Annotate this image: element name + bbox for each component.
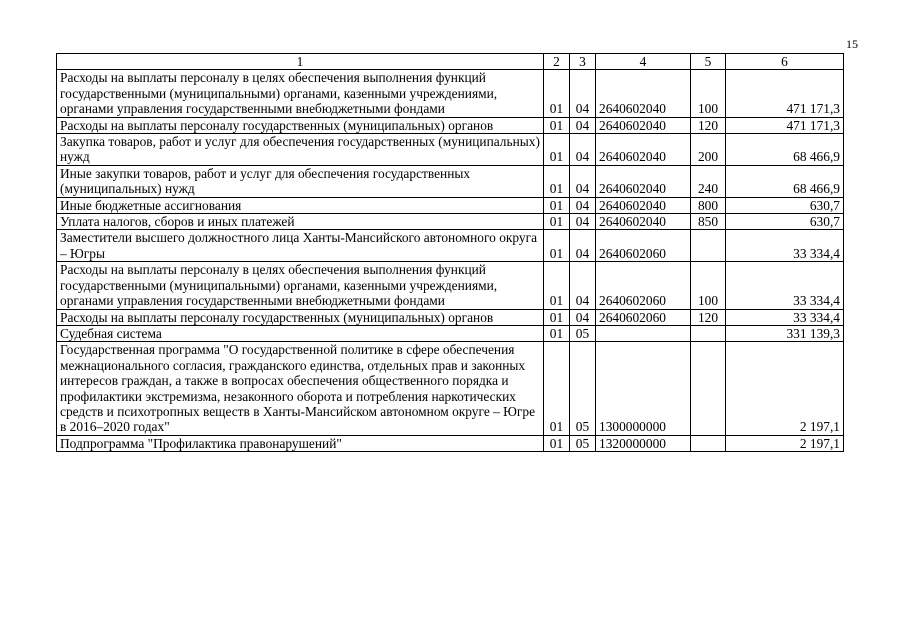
row-target-article-cell: 2640602040	[596, 197, 691, 213]
table-row	[57, 214, 844, 230]
header-col-3: 3	[570, 54, 596, 70]
table-row	[57, 342, 844, 435]
row-subsection-cell: 04	[570, 134, 596, 166]
row-subsection-cell: 05	[570, 435, 596, 451]
row-subsection-cell: 05	[570, 342, 596, 435]
row-subsection-cell: 04	[570, 165, 596, 197]
row-target-article-cell: 2640602040	[596, 214, 691, 230]
row-amount-cell: 2 197,1	[726, 435, 844, 451]
row-name-cell: Подпрограмма "Профилактика правонарушений"	[57, 435, 544, 451]
row-subsection-cell: 04	[570, 70, 596, 117]
row-amount-cell: 33 334,4	[726, 262, 844, 309]
row-amount-cell: 331 139,3	[726, 325, 844, 341]
row-section-cell: 01	[544, 117, 570, 133]
row-amount-cell: 471 171,3	[726, 117, 844, 133]
row-expense-type-cell	[691, 230, 726, 262]
row-expense-type-cell: 100	[691, 262, 726, 309]
row-target-article-cell: 2640602040	[596, 134, 691, 166]
row-name-cell: Заместители высшего должностного лица Ханты-Мансийского автономного округа – Югры	[57, 230, 544, 262]
page-number: 15	[846, 37, 858, 51]
row-expense-type-cell: 120	[691, 309, 726, 325]
row-target-article-cell: 1320000000	[596, 435, 691, 451]
table-row	[57, 165, 844, 197]
row-expense-type-cell	[691, 325, 726, 341]
row-name-cell: Судебная система	[57, 325, 544, 341]
row-subsection-cell: 04	[570, 230, 596, 262]
row-subsection-cell: 04	[570, 197, 596, 213]
row-name-cell: Иные бюджетные ассигнования	[57, 197, 544, 213]
row-subsection-cell: 05	[570, 325, 596, 341]
header-row	[57, 54, 844, 70]
table-row	[57, 134, 844, 166]
row-section-cell: 01	[544, 325, 570, 341]
row-target-article-cell: 2640602060	[596, 262, 691, 309]
header-col-1: 1	[57, 54, 544, 70]
row-expense-type-cell	[691, 342, 726, 435]
row-name-cell: Уплата налогов, сборов и иных платежей	[57, 214, 544, 230]
row-subsection-cell: 04	[570, 214, 596, 230]
row-section-cell: 01	[544, 134, 570, 166]
row-amount-cell: 630,7	[726, 197, 844, 213]
header-col-4: 4	[596, 54, 691, 70]
row-expense-type-cell: 120	[691, 117, 726, 133]
row-amount-cell: 630,7	[726, 214, 844, 230]
row-expense-type-cell	[691, 435, 726, 451]
row-target-article-cell: 2640602040	[596, 165, 691, 197]
table-row	[57, 435, 844, 451]
row-section-cell: 01	[544, 197, 570, 213]
row-section-cell: 01	[544, 262, 570, 309]
row-section-cell: 01	[544, 70, 570, 117]
row-name-cell: Расходы на выплаты персоналу в целях обеспечения выполнения функций государственными (муниципальными) органами, казенными учреждениями, органами управления государственными внебюджетными фондами	[57, 262, 544, 309]
table-row	[57, 309, 844, 325]
row-amount-cell: 471 171,3	[726, 70, 844, 117]
row-target-article-cell: 1300000000	[596, 342, 691, 435]
row-section-cell: 01	[544, 214, 570, 230]
header-col-6: 6	[726, 54, 844, 70]
row-section-cell: 01	[544, 165, 570, 197]
row-amount-cell: 33 334,4	[726, 230, 844, 262]
table-row	[57, 197, 844, 213]
row-name-cell: Закупка товаров, работ и услуг для обеспечения государственных (муниципальных) нужд	[57, 134, 544, 166]
row-name-cell: Расходы на выплаты персоналу государственных (муниципальных) органов	[57, 309, 544, 325]
row-target-article-cell: 2640602040	[596, 70, 691, 117]
row-expense-type-cell: 800	[691, 197, 726, 213]
row-name-cell: Иные закупки товаров, работ и услуг для обеспечения государственных (муниципальных) нужд	[57, 165, 544, 197]
header-col-2: 2	[544, 54, 570, 70]
row-amount-cell: 68 466,9	[726, 134, 844, 166]
row-expense-type-cell: 850	[691, 214, 726, 230]
table-row	[57, 262, 844, 309]
table-row	[57, 325, 844, 341]
table-row	[57, 70, 844, 117]
row-target-article-cell: 2640602040	[596, 117, 691, 133]
header-col-5: 5	[691, 54, 726, 70]
row-section-cell: 01	[544, 230, 570, 262]
table-row	[57, 230, 844, 262]
row-name-cell: Государственная программа "О государственной политике в сфере обеспечения межнационального согласия, гражданского единства, отдельных прав и законных интересов граждан, а также в вопросах обеспечения общественного порядка и профилактики экстремизма, незаконного оборота и потребления наркотических средств и психотропных веществ в Ханты-Мансийском автономном округе – Югре в 2016–2020 годах"	[57, 342, 544, 435]
row-section-cell: 01	[544, 435, 570, 451]
row-expense-type-cell: 100	[691, 70, 726, 117]
row-section-cell: 01	[544, 342, 570, 435]
row-expense-type-cell: 200	[691, 134, 726, 166]
row-subsection-cell: 04	[570, 309, 596, 325]
row-name-cell: Расходы на выплаты персоналу государственных (муниципальных) органов	[57, 117, 544, 133]
budget-table	[56, 53, 844, 452]
row-amount-cell: 68 466,9	[726, 165, 844, 197]
row-amount-cell: 2 197,1	[726, 342, 844, 435]
row-subsection-cell: 04	[570, 262, 596, 309]
row-target-article-cell: 2640602060	[596, 309, 691, 325]
row-subsection-cell: 04	[570, 117, 596, 133]
row-section-cell: 01	[544, 309, 570, 325]
row-expense-type-cell: 240	[691, 165, 726, 197]
row-amount-cell: 33 334,4	[726, 309, 844, 325]
row-target-article-cell	[596, 325, 691, 341]
row-name-cell: Расходы на выплаты персоналу в целях обеспечения выполнения функций государственными (муниципальными) органами, казенными учреждениями, органами управления государственными внебюджетными фондами	[57, 70, 544, 117]
table-row	[57, 117, 844, 133]
row-target-article-cell: 2640602060	[596, 230, 691, 262]
